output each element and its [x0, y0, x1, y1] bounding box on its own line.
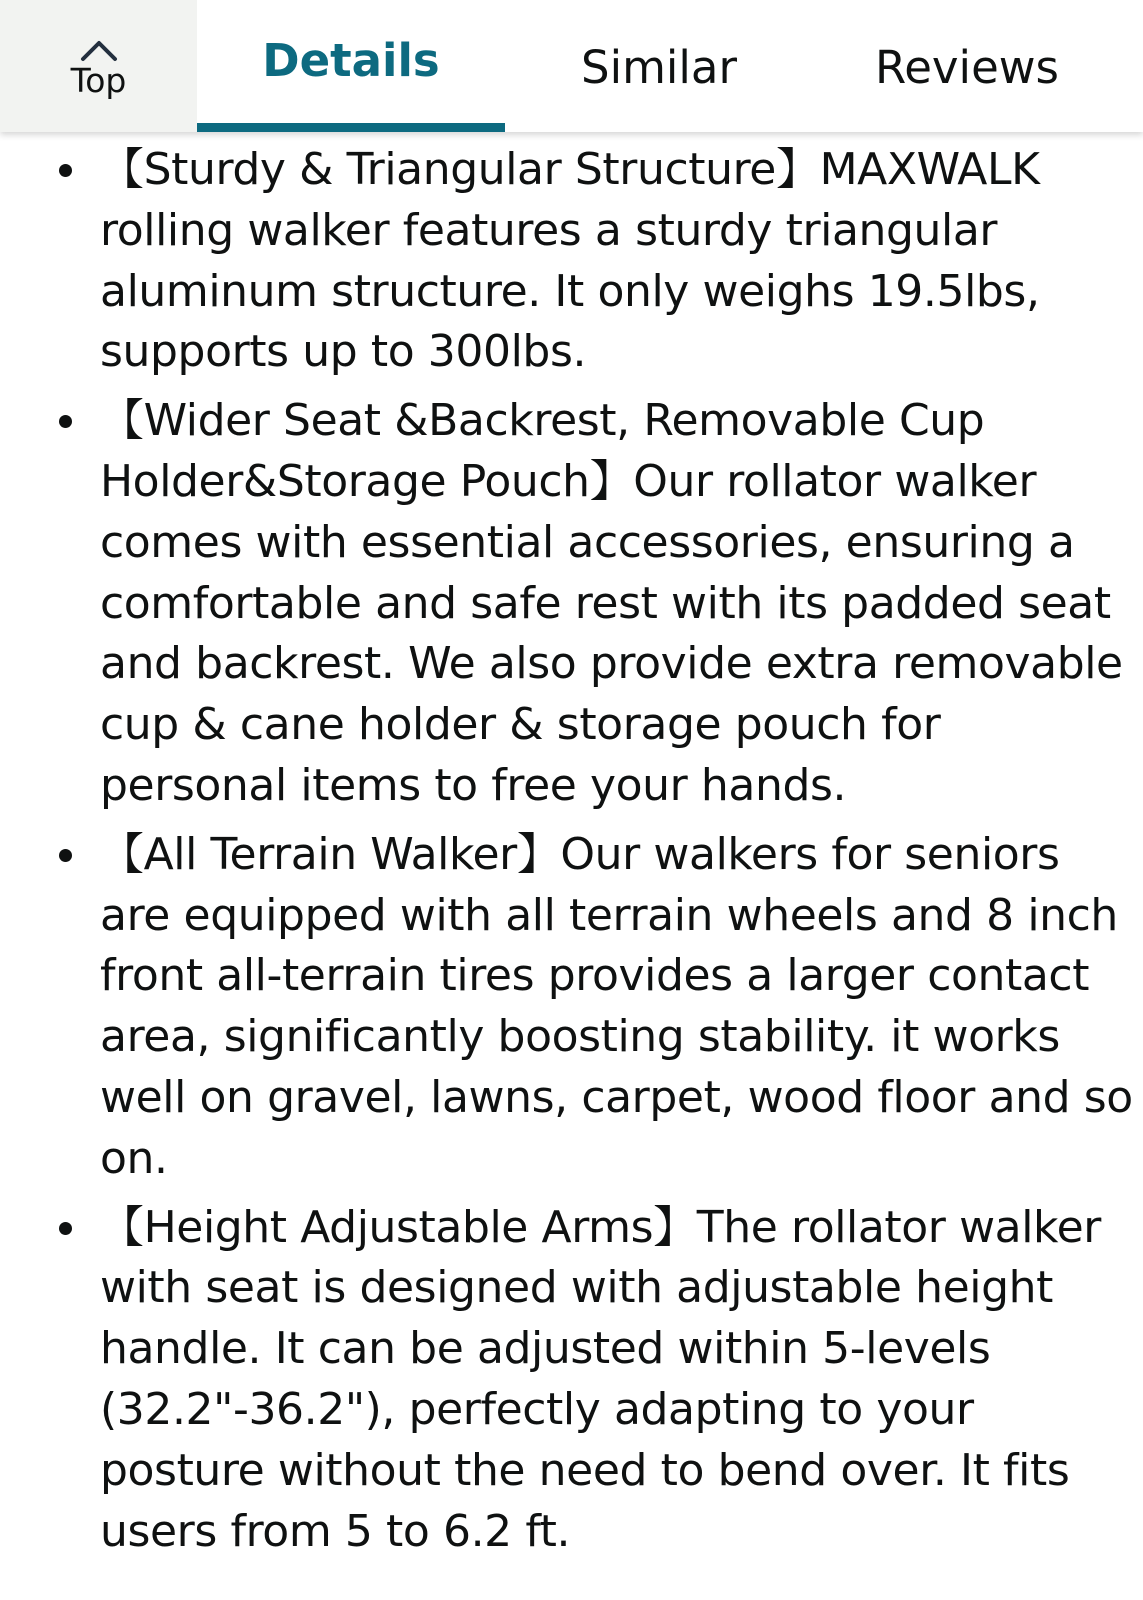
feature-bullet-text: 【Sturdy & Triangular Structure】MAXWALK rolling walker features a sturdy triangular aluminum structure. It only weighs 19.5lbs, supports up to 300lbs. — [100, 144, 1040, 378]
feature-bullet-item — [100, 140, 1140, 383]
chevron-up-icon — [79, 38, 119, 62]
tab-similar[interactable]: Similar — [581, 40, 737, 94]
bullet-dot-icon — [59, 849, 72, 862]
bullet-dot-icon — [59, 415, 72, 428]
feature-bullet-item — [100, 1198, 1140, 1563]
tab-reviews[interactable]: Reviews — [875, 40, 1059, 94]
section-tab-bar — [0, 0, 1143, 132]
back-to-top-button[interactable] — [0, 0, 197, 132]
tab-details[interactable]: Details — [197, 0, 505, 132]
feature-bullet-item — [100, 391, 1140, 817]
bullet-dot-icon — [59, 1222, 72, 1235]
bullet-dot-icon — [59, 164, 72, 177]
feature-bullet-text: 【Wider Seat &Backrest, Removable Cup Holder&Storage Pouch】Our rollator walker comes with essential accessories, ensuring a comfortable and safe rest with its padded seat and backrest. We also provide extra removable cup & cane holder & storage pouch for personal items to free your hands. — [100, 395, 1123, 811]
feature-bullet-text: 【Height Adjustable Arms】The rollator walker with seat is designed with adjustable height handle. It can be adjusted within 5-levels (32.2"-36.2"), perfectly adapting to your posture without the need to bend over. It fits users from 5 to 6.2 ft. — [100, 1201, 1101, 1557]
back-to-top-label: Top — [70, 60, 127, 100]
feature-bullet-item — [100, 825, 1140, 1190]
feature-bullet-text: 【All Terrain Walker】Our walkers for seniors are equipped with all terrain wheels and 8 inch front all-terrain tires provides a larger contact area, significantly boosting stability. it works well on gravel, lawns, carpet, wood floor and so on. — [100, 828, 1133, 1184]
feature-bullet-list — [100, 140, 1140, 1570]
product-details-content — [0, 132, 1143, 1600]
